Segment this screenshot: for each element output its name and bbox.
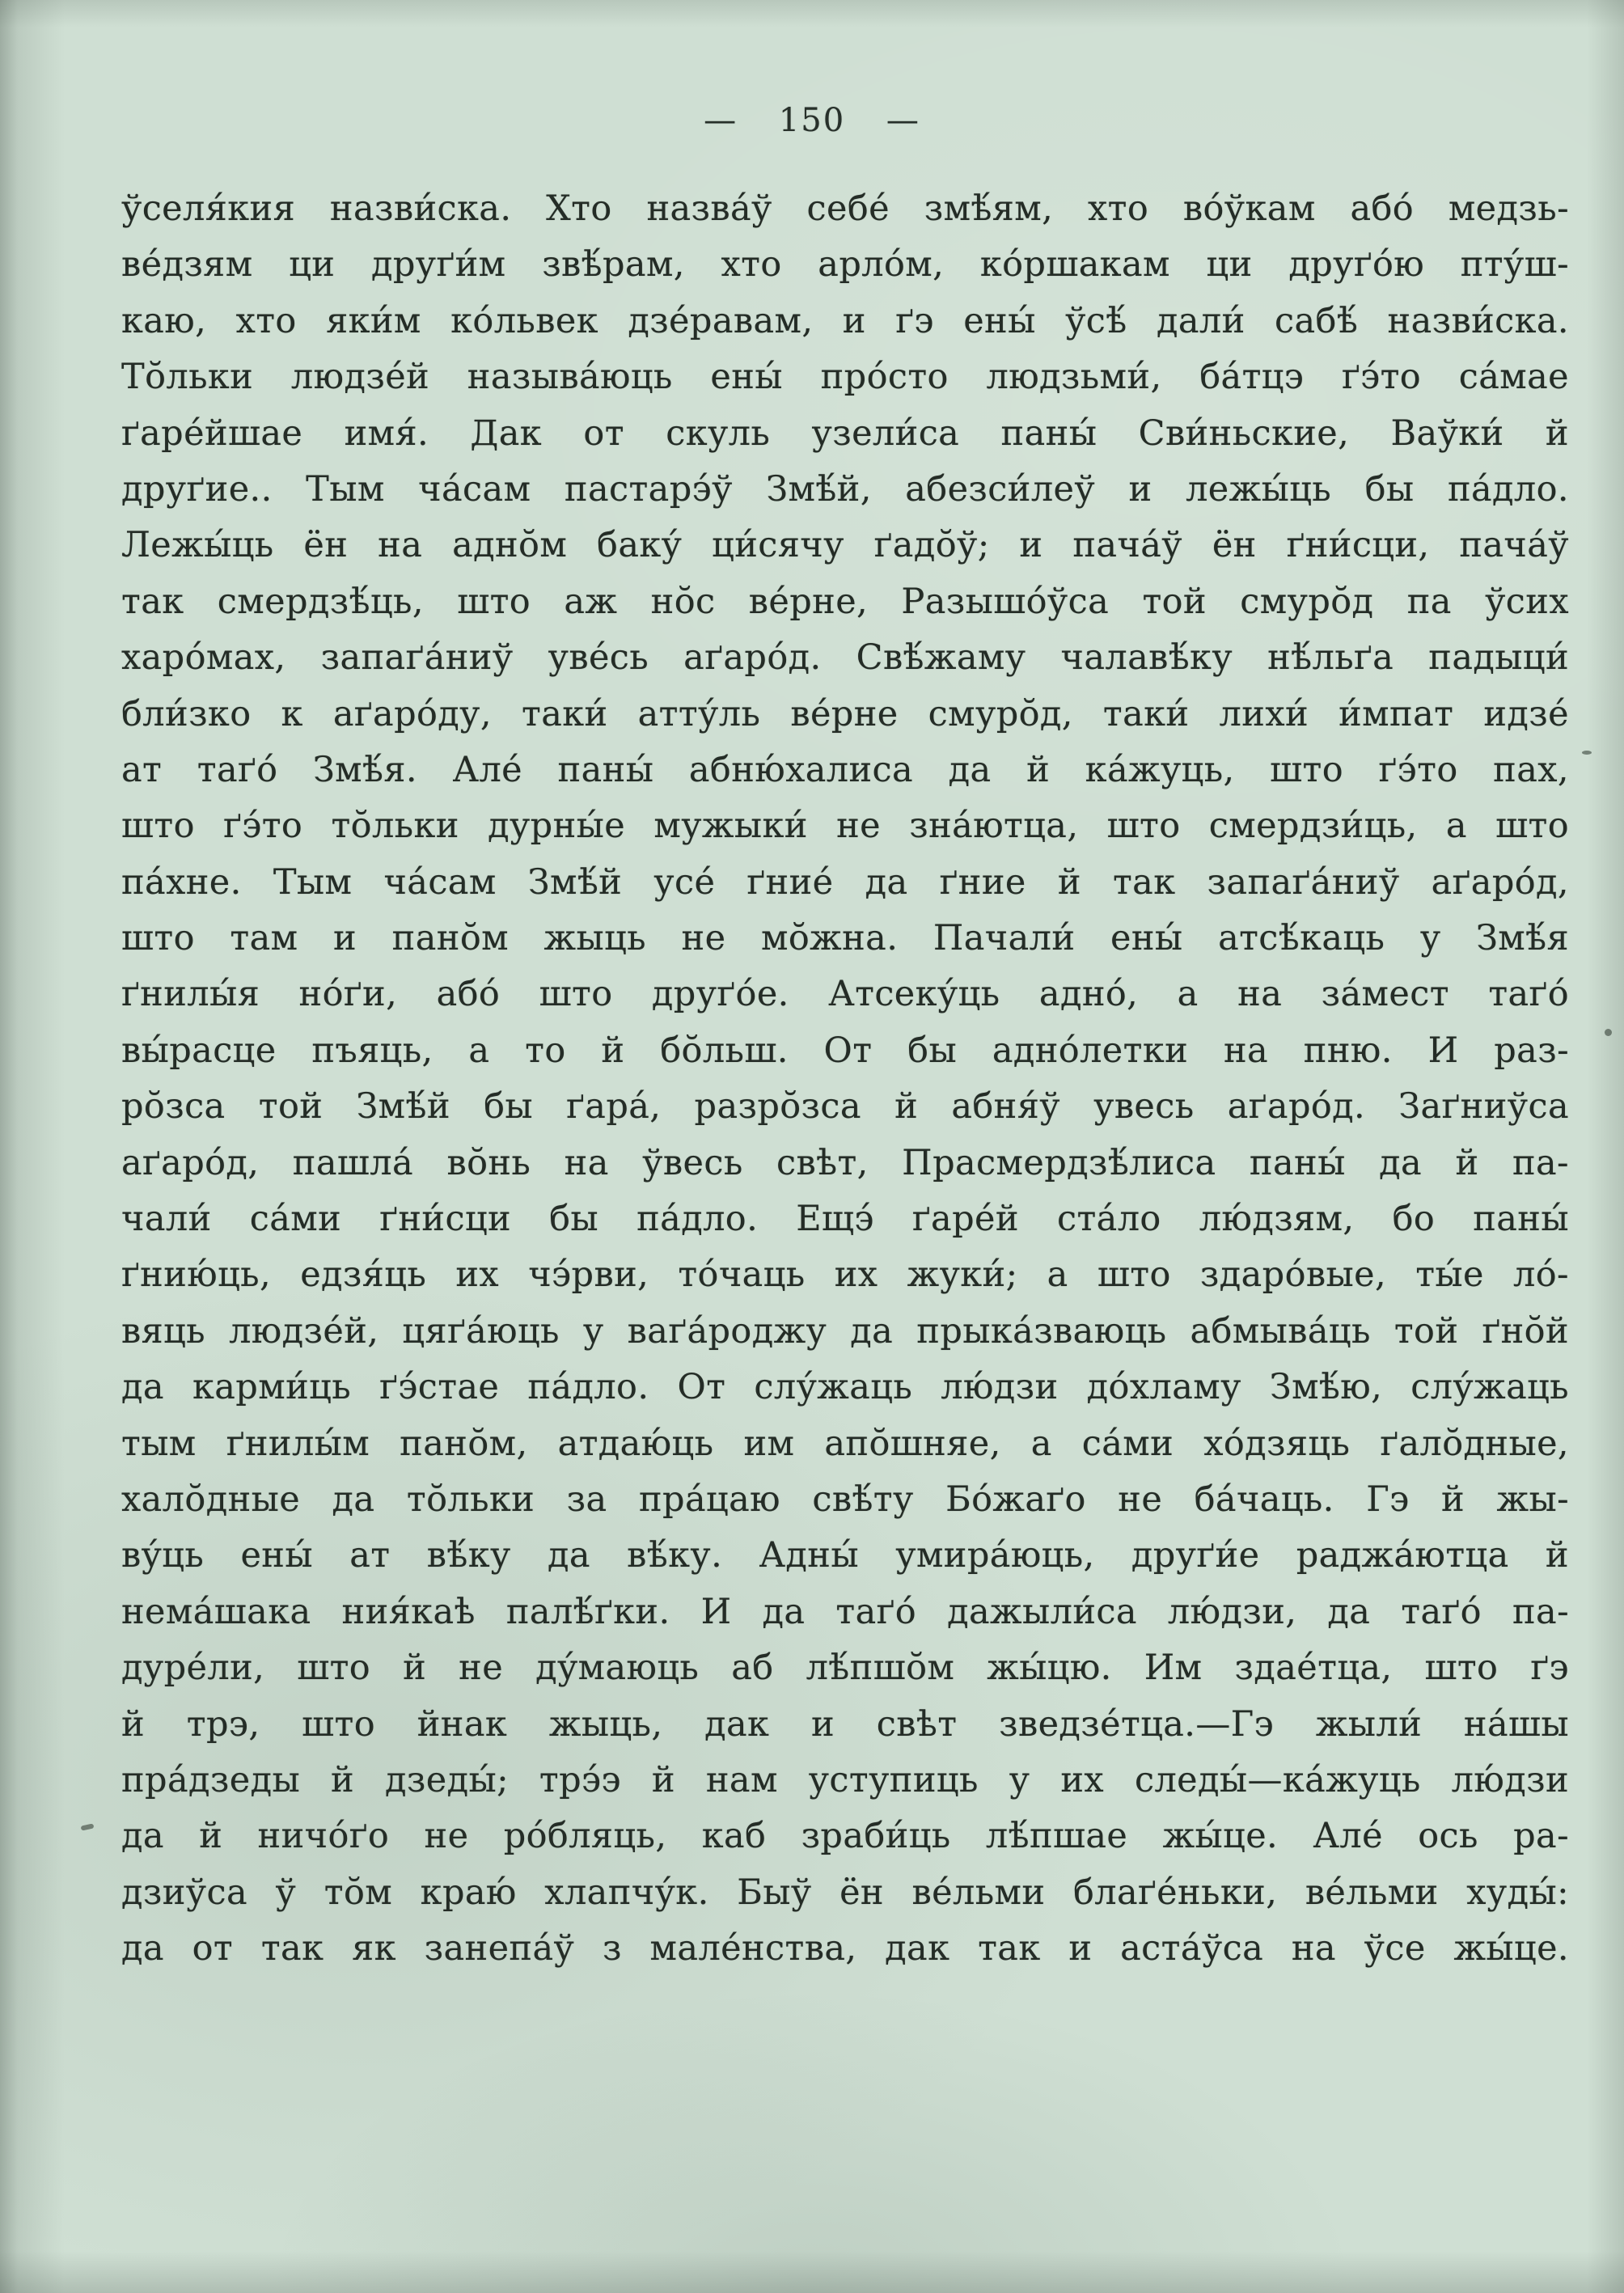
text-line: ро̆зса той Змѣ́й бы ґара́, разро̆зса й абня́ў увесь аґаро́д. Заґниўса: [121, 1086, 1569, 1127]
text-line: да от так як занепа́ў з мале́нства, дак так и аста́ўса на ўсе жы́це.: [121, 1928, 1569, 1969]
text-line: дуре́ли, што й не ду́маюць аб лѣ́пшо̆м жы́цю. Им здае́тца, што ґэ: [121, 1648, 1569, 1689]
text-line: друґие.. Тым ча́сам пастарэ́ў Змѣ́й, абезси́леў и лежы́ць бы па́дло.: [121, 468, 1569, 510]
text-line: так смердзѣ́ць, што аж но̆с ве́рне, Разышо́ўса той смуро̆д па ўсих: [121, 581, 1569, 622]
text-line: нема́шака ния́каѣ палѣ́ґки. И да таґо́ дажыли́са лю́дзи, да таґо́ па-: [121, 1591, 1569, 1632]
text-line: пра́дзеды й дзеды́; трэ́э й нам уступиць у их следы́—ка́жуць лю́дзи: [121, 1759, 1569, 1800]
text-line: То̆льки людзе́й называ́юць ены́ про́сто людзьми́, ба́тцэ ґэ́то са́мае: [121, 357, 1569, 398]
text-line: ґнилы́я но́ґи, або́ што друґо́е. Атсеку́ць адно́, а на за́мест таґо́: [121, 974, 1569, 1015]
text-line: ґнию́ць, едзя́ць их чэ́рви, то́чаць их жуки́; а што здаро́вые, ты́е ло́-: [121, 1254, 1569, 1296]
text-line: ву́ць ены́ ат вѣ́ку да вѣ́ку. Адны́ умира́юць, друґи́е раджа́ютца й: [121, 1535, 1569, 1576]
text-line: чали́ са́ми ґни́сци бы па́дло. Ещэ́ ґаре́й ста́ло лю́дзям, бо паны́: [121, 1199, 1569, 1240]
text-line: ґаре́йшае имя́. Дак от скуль узели́са паны́ Сви́ньские, Ваўки́ й: [121, 412, 1569, 454]
text-line: ўселя́кия назви́ска. Хто назва́ў себе́ змѣ́ям, хто во́ўкам або́ медзь-: [121, 188, 1569, 229]
text-line: каю, хто яки́м ко́львек дзе́равам, и ґэ ены́ ўсѣ́ дали́ сабѣ́ назви́ска.: [121, 300, 1569, 341]
text-line: да карми́ць ґэ́стае па́дло. От слу́жаць лю́дзи до́хламу Змѣ́ю, слу́жаць: [121, 1367, 1569, 1408]
text-line: й трэ, што йнак жыць, дак и свѣт зведзе́тца.—Гэ жыли́ на́шы: [121, 1703, 1569, 1745]
text-line: хало̆дные да то̆льки за пра́цаю свѣ́ту Бо́жаґо не ба́чаць. Гэ й жы-: [121, 1479, 1569, 1520]
text-line: ве́дзям ци друґи́м звѣ́рам, хто арло́м, ко́ршакам ци друґо́ю пту́ш-: [121, 244, 1569, 286]
text-line: да й ничо́ґо не ро́бляць, каб зраби́ць лѣ́пшае жы́це. Але́ ось ра-: [121, 1816, 1569, 1857]
page-number: — 150 —: [704, 102, 920, 139]
text-line: па́хне. Тым ча́сам Змѣ́й усе́ ґние́ да ґние й так запаґа́ниў аґаро́д,: [121, 861, 1569, 903]
text-line: аґаро́д, пашла́ во̆нь на ўвесь свѣт, Прасмердзѣ́лиса паны́ да й па-: [121, 1142, 1569, 1183]
text-line: харо́мах, запаґа́ниў уве́сь аґаро́д. Свѣ́жаму чалавѣ́ку нѣ́льґа падыци́: [121, 637, 1569, 679]
ink-speck: [1605, 1029, 1612, 1036]
text-line: Лежы́ць ён на адно̆м баку́ ци́сячу ґадо̆ў; и пача́ў ён ґни́сци, пача́ў: [121, 525, 1569, 566]
ink-speck: [1582, 751, 1592, 755]
text-line: вяць людзе́й, цяґа́юць у ваґа́роджу да прыка́зваюць абмыва́ць той ґно̆й: [121, 1310, 1569, 1352]
text-line: ат таґо́ Змѣ́я. Але́ паны́ абню́халиса да й ка́жуць, што ґэ́то пах,: [121, 749, 1569, 790]
text-line: бли́зко к аґаро́ду, таки́ атту́ль ве́рне смуро̆д, таки́ лихи́ и́мпат идзе́: [121, 693, 1569, 734]
text-block: [121, 181, 1569, 1978]
text-line: што там и пано̆м жыць не мо̆жна. Пачали́ ены́ атсѣ́каць у Змѣ́я: [121, 918, 1569, 959]
text-line: дзиўса ў то̆м краю́ хлапчу́к. Быў ён ве́льми блаґе́ньки, ве́льми худы́:: [121, 1872, 1569, 1913]
text-line: тым ґнилы́м пано̆м, атдаю́ць им апо̆шняе, а са́ми хо́дзяць ґало̆дные,: [121, 1423, 1569, 1464]
text-line: вы́расце пъяць, а то й бо̆льш. От бы адно́летки на пню. И раз-: [121, 1030, 1569, 1071]
text-line: што ґэ́то то̆льки дурны́е мужыки́ не зна́ютца, што смердзи́ць, а што: [121, 806, 1569, 847]
ink-speck: [81, 1823, 95, 1830]
